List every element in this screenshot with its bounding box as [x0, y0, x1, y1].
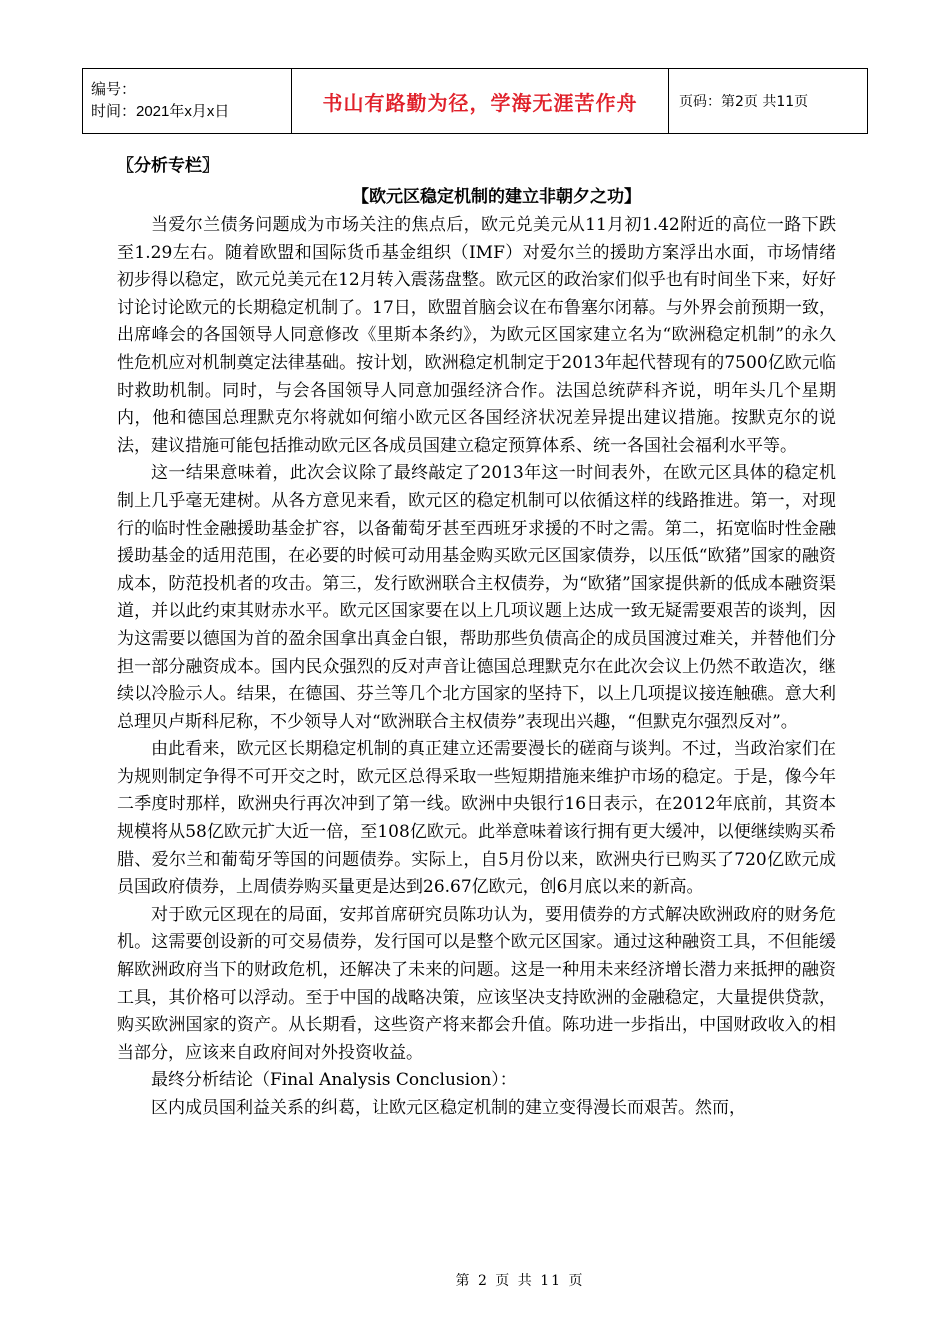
header-page-info: 页码：第2页 共11页	[669, 69, 868, 134]
article-paragraph: 由此看来，欧元区长期稳定机制的真正建立还需要漫长的磋商与谈判。不过，当政治家们在为规则制定争得不可开交之时，欧元区总得采取一些短期措施来维护市场的稳定。于是，像今年二季度时那样，欧洲央行再次冲到了第一线。欧洲中央银行16日表示，在2012年底前，其资本规模将从58亿欧元扩大近一倍，至108亿欧元。此举意味着该行拥有更大缓冲，以便继续购买希腊、爱尔兰和葡萄牙等国的问题债券。实际上，自5月份以来，欧洲央行已购买了720亿欧元成员国政府债券，上周债券购买量更是达到26.67亿欧元，创6月底以来的新高。	[117, 739, 836, 898]
article-body	[117, 153, 836, 1123]
document-header	[82, 68, 868, 134]
header-meta-cell	[83, 69, 292, 134]
header-motto: 书山有路勤为径，学海无涯苦作舟	[292, 69, 669, 134]
article-title: 【欧元区稳定机制的建立非朝夕之功】	[352, 187, 641, 207]
article-paragraph: 对于欧元区现在的局面，安邦首席研究员陈功认为，要用债券的方式解决欧洲政府的财务危机。这需要创设新的可交易债券，发行国可以是整个欧元区国家。通过这种融资工具，不但能缓解欧洲政府当下的财政危机，还解决了未来的问题。这是一种用未来经济增长潜力来抵押的融资工具，其价格可以浮动。至于中国的战略决策，应该坚决支持欧洲的金融稳定，大量提供贷款，购买欧洲国家的资产。从长期看，这些资产将来都会升值。陈功进一步指出，中国财政收入的相当部分，应该来自政府间对外投资收益。	[117, 904, 836, 1063]
article-paragraph: 当爱尔兰债务问题成为市场关注的焦点后，欧元兑美元从11月初1.42附近的高位一路下跌至1.29左右。随着欧盟和国际货币基金组织（IMF）对爱尔兰的援助方案浮出水面，市场情绪初步得以稳定，欧元兑美元在12月转入震荡盘整。欧元区的政治家们似乎也有时间坐下来，好好讨论讨论欧元的长期稳定机制了。17日，欧盟首脑会议在布鲁塞尔闭幕。与外界会前预期一致，出席峰会的各国领导人同意修改《里斯本条约》，为欧元区国家建立名为“欧洲稳定机制”的永久性危机应对机制奠定法律基础。按计划，欧洲稳定机制定于2013年起代替现有的7500亿欧元临时救助机制。同时，与会各国领导人同意加强经济合作。法国总统萨科齐说，明年头几个星期内，他和德国总理默克尔将就如何缩小欧元区各国经济状况差异提出建议措施。按默克尔的说法，建议措施可能包括推动欧元区各成员国建立稳定预算体系、统一各国社会福利水平等。	[117, 215, 836, 456]
article-paragraph: 这一结果意味着，此次会议除了最终敲定了2013年这一时间表外，在欧元区具体的稳定机制上几乎毫无建树。从各方意见来看，欧元区的稳定机制可以依循这样的线路推进。第一，对现行的临时性金融援助基金扩容，以备葡萄牙甚至西班牙求援的不时之需。第二，拓宽临时性金融援助基金的适用范围，在必要的时候可动用基金购买欧元区国家债券，以压低“欧猪”国家的融资成本，防范投机者的攻击。第三，发行欧洲联合主权债券，为“欧猪”国家提供新的低成本融资渠道，并以此约束其财赤水平。欧元区国家要在以上几项议题上达成一致无疑需要艰苦的谈判，因为这需要以德国为首的盈余国拿出真金白银，帮助那些负债高企的成员国渡过难关，并替他们分担一部分融资成本。国内民众强烈的反对声音让德国总理默克尔在此次会议上仍然不敢造次，继续以冷脸示人。结果，在德国、芬兰等几个北方国家的坚持下，以上几项提议接连触礁。意大利总理贝卢斯科尼称，不少领导人对“欧洲联合主权债券”表现出兴趣，“但默克尔强烈反对”。	[117, 463, 836, 732]
conclusion-heading: 最终分析结论（Final Analysis Conclusion）：	[151, 1070, 517, 1091]
page-footer: 第 2 页 共 11 页	[455, 1273, 585, 1289]
document-time-label: 时间：2021年x月x日	[91, 103, 230, 120]
section-tag: 〖分析专栏〗	[117, 156, 219, 176]
document-number-label: 编号：	[91, 81, 137, 98]
article-paragraph: 区内成员国利益关系的纠葛，让欧元区稳定机制的建立变得漫长而艰苦。然而，	[151, 1098, 746, 1118]
